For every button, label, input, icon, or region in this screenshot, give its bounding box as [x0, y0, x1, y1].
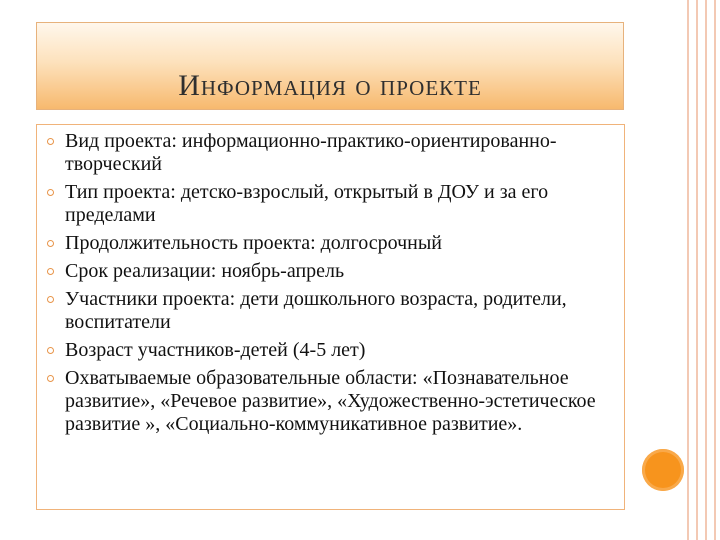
title-banner [36, 22, 624, 110]
list-item-text: Вид проекта: информационно-практико-ориентированно-творческий [65, 130, 557, 175]
bullet-icon [47, 296, 54, 303]
list-item [47, 260, 612, 283]
list-item [47, 130, 612, 176]
bullet-icon [47, 268, 54, 275]
bullet-icon [47, 240, 54, 247]
bullet-list [47, 130, 612, 441]
list-item-text: Тип проекта: детско-взрослый, открытый в ДОУ и за его пределами [65, 181, 549, 226]
list-item-text: Охватываемые образовательные области: «Познавательное развитие», «Речевое развитие», «Художественно-эстетическое развитие », «Социально-коммуникативное развитие». [65, 367, 596, 435]
orange-circle-decoration [642, 449, 684, 491]
bullet-icon [47, 375, 54, 382]
content-box [36, 124, 625, 510]
list-item [47, 232, 612, 255]
bullet-icon [47, 347, 54, 354]
bullet-icon [47, 138, 54, 145]
list-item [47, 339, 612, 362]
list-item-text: Участники проекта: дети дошкольного возраста, родители, воспитатели [65, 288, 567, 333]
list-item [47, 181, 612, 227]
list-item [47, 288, 612, 334]
decorative-stripes [684, 0, 720, 540]
slide-title: Информация о проекте [178, 69, 482, 102]
list-item-text: Возраст участников-детей (4-5 лет) [65, 339, 366, 361]
list-item [47, 367, 612, 436]
bullet-icon [47, 189, 54, 196]
list-item-text: Продолжительность проекта: долгосрочный [65, 232, 442, 254]
list-item-text: Срок реализации: ноябрь-апрель [65, 260, 345, 282]
